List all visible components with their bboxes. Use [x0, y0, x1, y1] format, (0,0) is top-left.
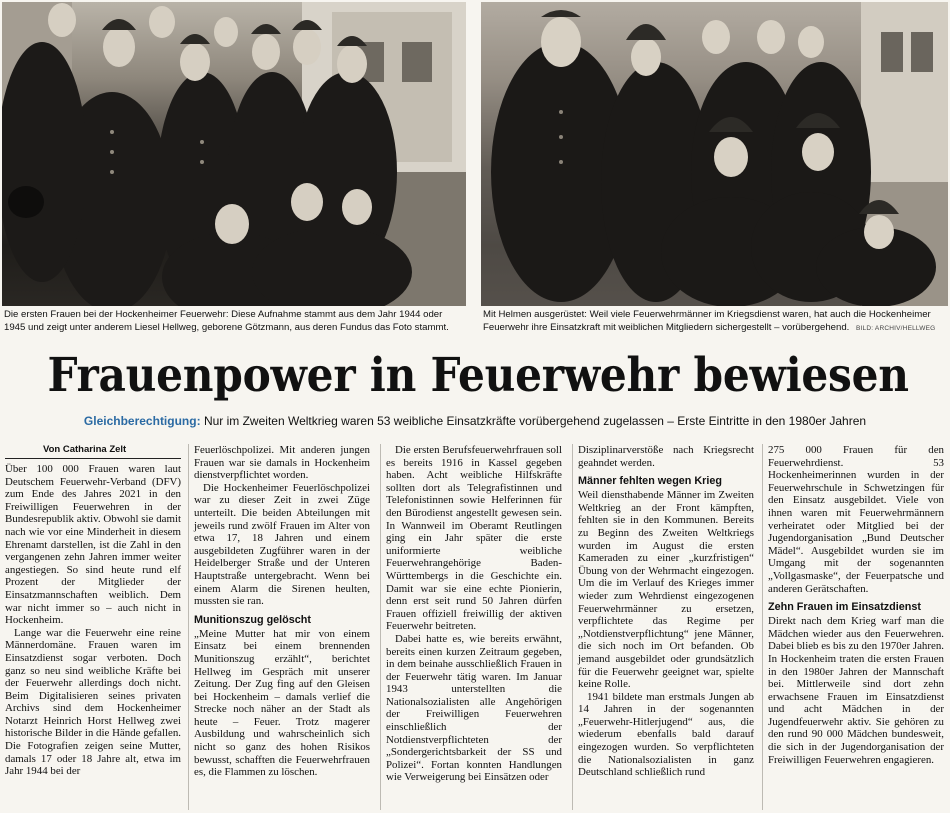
section-heading: Männer fehlten wegen Krieg [578, 475, 722, 488]
paragraph: Lange war die Feuerwehr eine reine Männerdomäne. Frauen waren im Einsatzdienst sogar verboten. Doch ganz so neu sind weibliche Kräfte bei der Feuerwehr allerdings doch nicht. Beim Digitalisieren seines privaten Archivs sind dem Hockenheimer Notarzt Heinrich Horst Hellweg zwei historische Bilder in die Hände gefallen. Die Fotografien zeigen seine Mutter, damals 17 oder 18 Jahre alt, etwa im Jahr 1944 bei der [5, 626, 182, 778]
article-column-3 [386, 444, 562, 784]
section-heading: Munitionszug gelöscht [194, 613, 311, 626]
paragraph: Über 100 000 Frauen waren laut Deutschem Feuerwehr-Verband (DFV) zum Ende des Jahres 2021 in den Freiwilligen Feuerwehren in der Bundesrepublik aktiv. Obwohl sie damit nach wie vor eine Minderheit in diesem Ehrenamt darstellen, ist die Zahl in den vergangenen zehn Jahren immer weiter angestiegen. So sind heute rund elf Prozent der Mitglieder der Einsatzmannschaften weiblich. Dem war nicht immer so – auch nicht in Hockenheim. [5, 463, 181, 627]
article-kicker: Gleichberechtigung: [83, 414, 201, 428]
article-subheadline-text: Nur im Zweiten Weltkrieg waren 53 weibliche Einsatzkräfte vorübergehend zugelassen – Erste Eintritte in den 1980er Jahren [203, 414, 867, 428]
article-column-4 [578, 444, 754, 779]
photo-firewomen-helmets-image [481, 2, 948, 306]
photo-firewomen-group [2, 2, 466, 306]
paragraph: Disziplinarverstöße nach Kriegsrecht geahndet werden. [578, 444, 754, 469]
column-divider [762, 444, 763, 810]
column-divider [572, 444, 573, 810]
photo-firewomen-helmets [481, 2, 948, 306]
paragraph: Weil diensthabende Männer im Zweiten Weltkrieg an der Front kämpften, fehlten sie in den Kommunen. Bereits zu Beginn des Zweiten Weltkriegs wurden im August die ersten Kameraden zu einer „kurzfristigen“ Übung von der Wehrmacht eingezogen. Um die im Verlauf des Krieges immer wieder zum Wehrdienst eingezogenen Feuerwehrmänner zu ersetzen, verpflichtete das Regime per „Notdienstverpflichtung“ jene Männer, die sich noch im Ort befanden. Ob jemand ausgebildet oder grundsätzlich für die Feuerwehr geeignet war, spielte keine Rolle. [578, 489, 754, 691]
article-column-5 [768, 444, 944, 766]
article-column-1 [5, 444, 181, 778]
paragraph: Dabei hatte es, wie bereits erwähnt, bereits einen kurzen Zeitraum gegeben, in dem beinahe ausschließlich Frauen in der Feuerwehr tätig waren. Im Januar 1943 unterstellten die Nationalsozialisten alle Angehörigen der Freiwilligen Feuerwehren einschließlich der Notdienstverpflichteten der „Sondergerichtsbarkeit der SS und Polizei“. Fortan konnten Handlungen wie Verweigerung bei Einsätzen oder [386, 632, 562, 784]
paragraph: 275 000 Frauen für den Feuerwehrdienst. 53 Hockenheimerinnen wurden in der Feuerwehrschule in Schwetzingen für den Einsatz ausgebildet. Viele von ihnen waren mit Feuerwehrmännern verheiratet oder Mitglied bei der Jugendorganisation „Bund Deutscher Mädel“. Ausgebildet wurden sie im Umgang mit der sogenannten „Vollgasmaske“, der Feuerpatsche und anderen Gerätschaften. [768, 444, 944, 595]
column-divider [380, 444, 381, 810]
photo-caption-left [4, 309, 466, 335]
paragraph: Feuerlöschpolizei. Mit anderen jungen Frauen war sie damals in Hockenheim dienstverpflichtet worden. [194, 444, 370, 482]
paragraph: Die ersten Berufsfeuerwehrfrauen soll es bereits 1916 in Kassel gegeben haben. Acht weibliche Hilfskräfte sollten dort als Telegrafistinnen und Telefonistinnen sowie Helferinnen für den Bürodienst angestellt gewesen sein. In Wannweil im Oberamt Reutlingen ging ein Jahr später die erste uniformierte weibliche Feuerwehrangehörige Baden-Württembergs in die Geschichte ein. Damit war sie eine echte Pionierin, denn erst seit rund 50 Jahren dürfen Frauen offiziell freiwillig der aktiven Feuerwehr beitreten. [386, 444, 562, 633]
photo-credit: BILD: ARCHIV/HELLWEG [856, 324, 936, 332]
paragraph: Direkt nach dem Krieg warf man die Mädchen wieder aus den Feuerwehren. Dabei blieb es bis zu den 1970er Jahren. In Hockenheim traten die ersten Frauen in den 1980er Jahren der Mannschaft bei. Mittlerweile sind dort zehn erwachsene Frauen im Einsatzdienst und acht Mädchen in der Jugendfeuerwehr aktiv. Sie gehören zu den rund 90 000 Mädchen bundesweit, die sich in der Jugendorganisation der Freiwilligen Feuerwehren engagieren. [768, 615, 945, 766]
paragraph: 1941 bildete man erstmals Jungen ab 14 Jahren in der sogenannten „Feuerwehr-Hitlerjugend“ aus, die wiederum ebenfalls bald darauf eingezogen wurden. So verpflichteten die Nationalsozialisten in ganz Deutschland schließlich rund [578, 690, 754, 779]
column-divider [188, 444, 189, 810]
photo-caption-right [483, 309, 948, 336]
article-subheadline [0, 413, 950, 429]
paragraph: „Meine Mutter hat mir von einem Einsatz bei einem brennenden Munitionszug erzählt“, berichtet Hellweg im Gespräch mit unserer Zeitung. Der Zug fing auf den Gleisen bei Hockenheim – damals verlief die Strecke noch näher an der Stadt als heute – Feuer. Trotz magerer Ausbildung und wahrscheinlich sich nicht so ganz des hohen Risikos bewusst, schafften die Feuerwehrfrauen es, die Flammen zu löschen. [194, 627, 370, 779]
article-column-2 [194, 444, 370, 779]
article-headline: Frauenpower in Feuerwehr bewiesen [47, 348, 909, 403]
paragraph: Die Hockenheimer Feuerlöschpolizei war zu dieser Zeit in zwei Züge unterteilt. Die beiden Abteilungen mit jeweils rund zwölf Frauen im Alter von etwa 17, 18 Jahren und einem ausgebildeten Zugführer waren in der Heidelberger Straße und der Unteren Hauptstraße untergebracht. Wenn bei einem Alarm die Sirenen heulten, mussten sie ran. [194, 481, 370, 608]
section-heading: Zehn Frauen im Einsatzdienst [768, 601, 921, 614]
photo-firewomen-group-image [2, 2, 466, 306]
article-author: Von Catharina Zelt [5, 444, 181, 459]
photo-caption-left-text: Die ersten Frauen bei der Hockenheimer Feuerwehr: Diese Aufnahme stammt aus dem Jahr 1944 oder 1945 und zeigt unter anderem Liesel Hellweg, geborene Götzmann, aus deren Fundus das Foto stammt. [4, 309, 449, 333]
photo-caption-right-text: Mit Helmen ausgerüstet: Weil viele Feuerwehrmänner im Kriegsdienst waren, hat auch die Hockenheimer Feuerwehr ihre Einsatzkraft mit weiblichen Mitgliedern sichergestellt – vorübergehend. [483, 309, 931, 333]
